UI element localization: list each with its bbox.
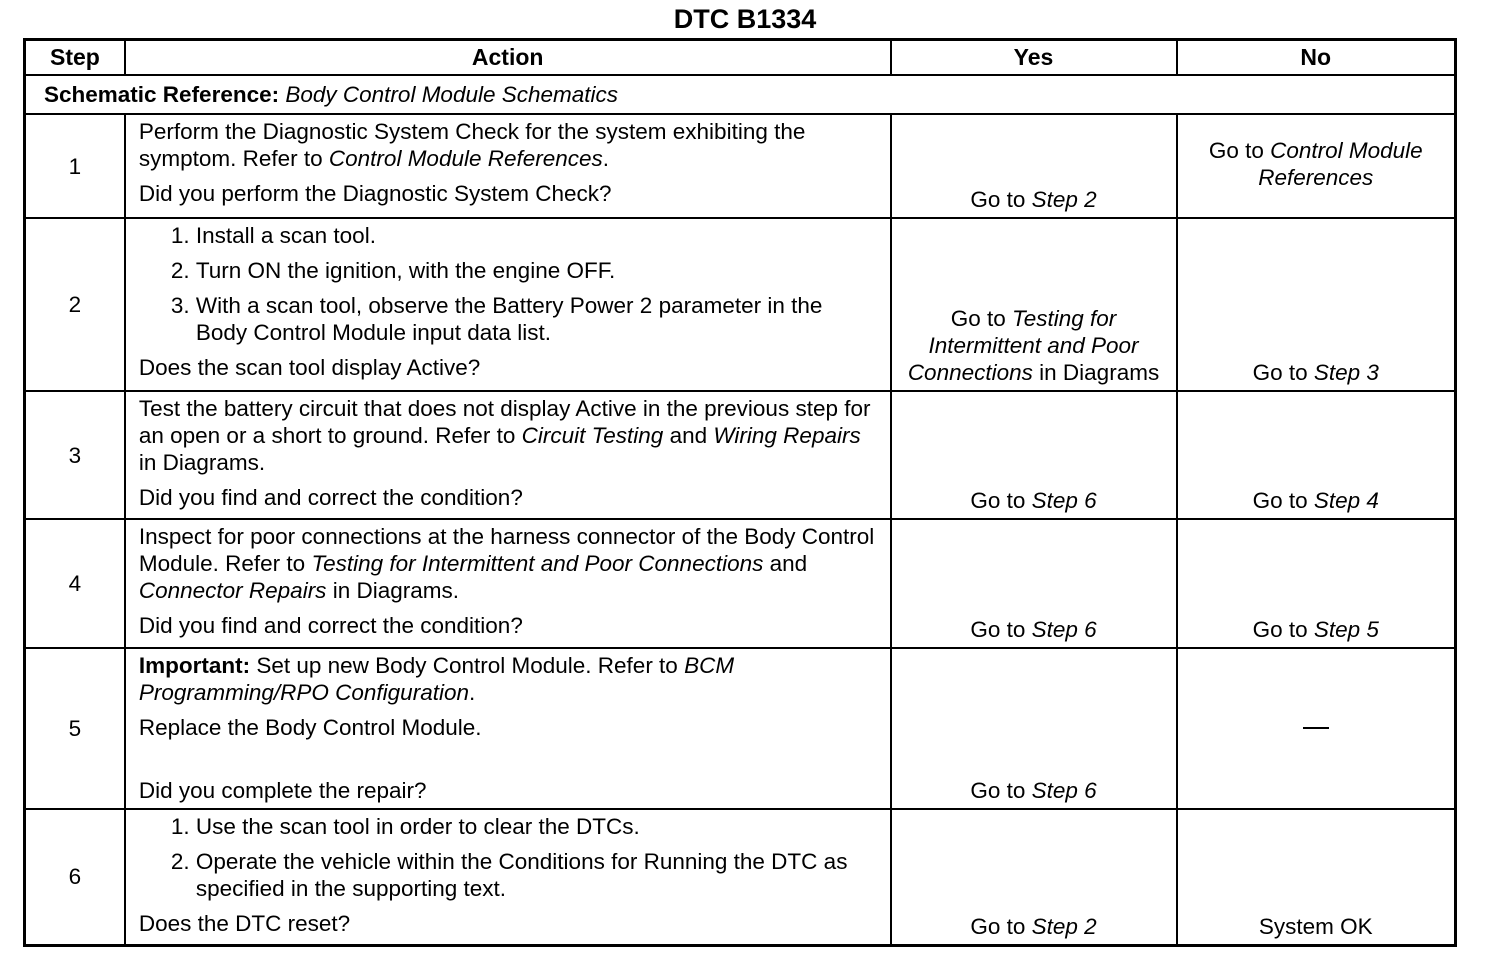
- step-number: 4: [25, 519, 125, 648]
- list-item: 2. Operate the vehicle within the Conditions for Running the DTC as specified in the supporting text.: [196, 848, 880, 902]
- yes-cell: Go to Step 6: [891, 519, 1177, 648]
- table-row: [25, 391, 1456, 519]
- action-question: Did you complete the repair?: [138, 778, 427, 803]
- diagnostic-table: [23, 38, 1457, 947]
- list-item: 2. Turn ON the ignition, with the engine OFF.: [196, 257, 880, 284]
- step-number: 3: [25, 391, 125, 519]
- no-cell: Go to Step 5: [1177, 519, 1456, 648]
- table-row: [25, 114, 1456, 218]
- action-cell: [125, 114, 891, 218]
- table-row: [25, 519, 1456, 648]
- schematic-reference: [25, 75, 1456, 114]
- action-cell: [125, 218, 891, 391]
- action-text: Test the battery circuit that does not display Active in the previous step for an open or a short to ground. Refer to Circuit Testing and Wiring Repairs in Diagrams.: [138, 396, 871, 475]
- action-cell: [125, 391, 891, 519]
- action-question: Did you find and correct the condition?: [138, 613, 523, 638]
- header-action: Action: [125, 40, 891, 76]
- action-text: Perform the Diagnostic System Check for the system exhibiting the symptom. Refer to Control Module References.: [138, 119, 806, 171]
- no-cell: Go to Step 4: [1177, 391, 1456, 519]
- header-no: No: [1177, 40, 1456, 76]
- header-row: [25, 40, 1456, 76]
- yes-cell: Go to Step 6: [891, 391, 1177, 519]
- action-cell: [125, 809, 891, 945]
- action-question: Did you perform the Diagnostic System Check?: [138, 181, 612, 206]
- table-row: [25, 218, 1456, 391]
- action-question: Does the DTC reset?: [138, 911, 351, 936]
- header-step: Step: [25, 40, 125, 76]
- schematic-reference-label: Schematic Reference:: [44, 82, 280, 107]
- table-row: [25, 809, 1456, 945]
- yes-cell: Go to Step 6: [891, 648, 1177, 809]
- step-number: 2: [25, 218, 125, 391]
- action-text: Important: Set up new Body Control Module. Refer to BCM Programming/RPO Configuration.: [138, 653, 735, 705]
- action-list: [139, 813, 880, 902]
- no-cell: Go to Control Module References: [1177, 114, 1456, 218]
- action-line: Replace the Body Control Module.: [138, 715, 482, 740]
- no-cell: Go to Step 3: [1177, 218, 1456, 391]
- action-question: Did you find and correct the condition?: [138, 485, 523, 510]
- action-cell: [125, 648, 891, 809]
- important-label: Important:: [138, 653, 251, 678]
- dash-mark: [1303, 727, 1329, 729]
- action-cell: [125, 519, 891, 648]
- list-item: 1. Use the scan tool in order to clear the DTCs.: [196, 813, 880, 840]
- step-number: 5: [25, 648, 125, 809]
- list-item: 3. With a scan tool, observe the Battery Power 2 parameter in the Body Control Module input data list.: [196, 292, 880, 346]
- page-title: DTC B1334: [673, 4, 817, 34]
- yes-cell: Go to Testing for Intermittent and Poor Connections in Diagrams: [891, 218, 1177, 391]
- no-cell: [1177, 648, 1456, 809]
- header-yes: Yes: [891, 40, 1177, 76]
- action-question: Does the scan tool display Active?: [138, 355, 481, 380]
- schematic-reference-value: Body Control Module Schematics: [285, 82, 619, 107]
- step-number: 6: [25, 809, 125, 945]
- table-row: [25, 648, 1456, 809]
- step-number: 1: [25, 114, 125, 218]
- no-cell: System OK: [1177, 809, 1456, 945]
- action-text: Inspect for poor connections at the harness connector of the Body Control Module. Refer to Testing for Intermittent and Poor Connections and Connector Repairs in Diagrams.: [138, 524, 875, 603]
- yes-cell: Go to Step 2: [891, 809, 1177, 945]
- schematic-reference-row: [25, 75, 1456, 114]
- list-item: 1. Install a scan tool.: [196, 222, 880, 249]
- yes-cell: Go to Step 2: [891, 114, 1177, 218]
- action-list: [139, 222, 880, 346]
